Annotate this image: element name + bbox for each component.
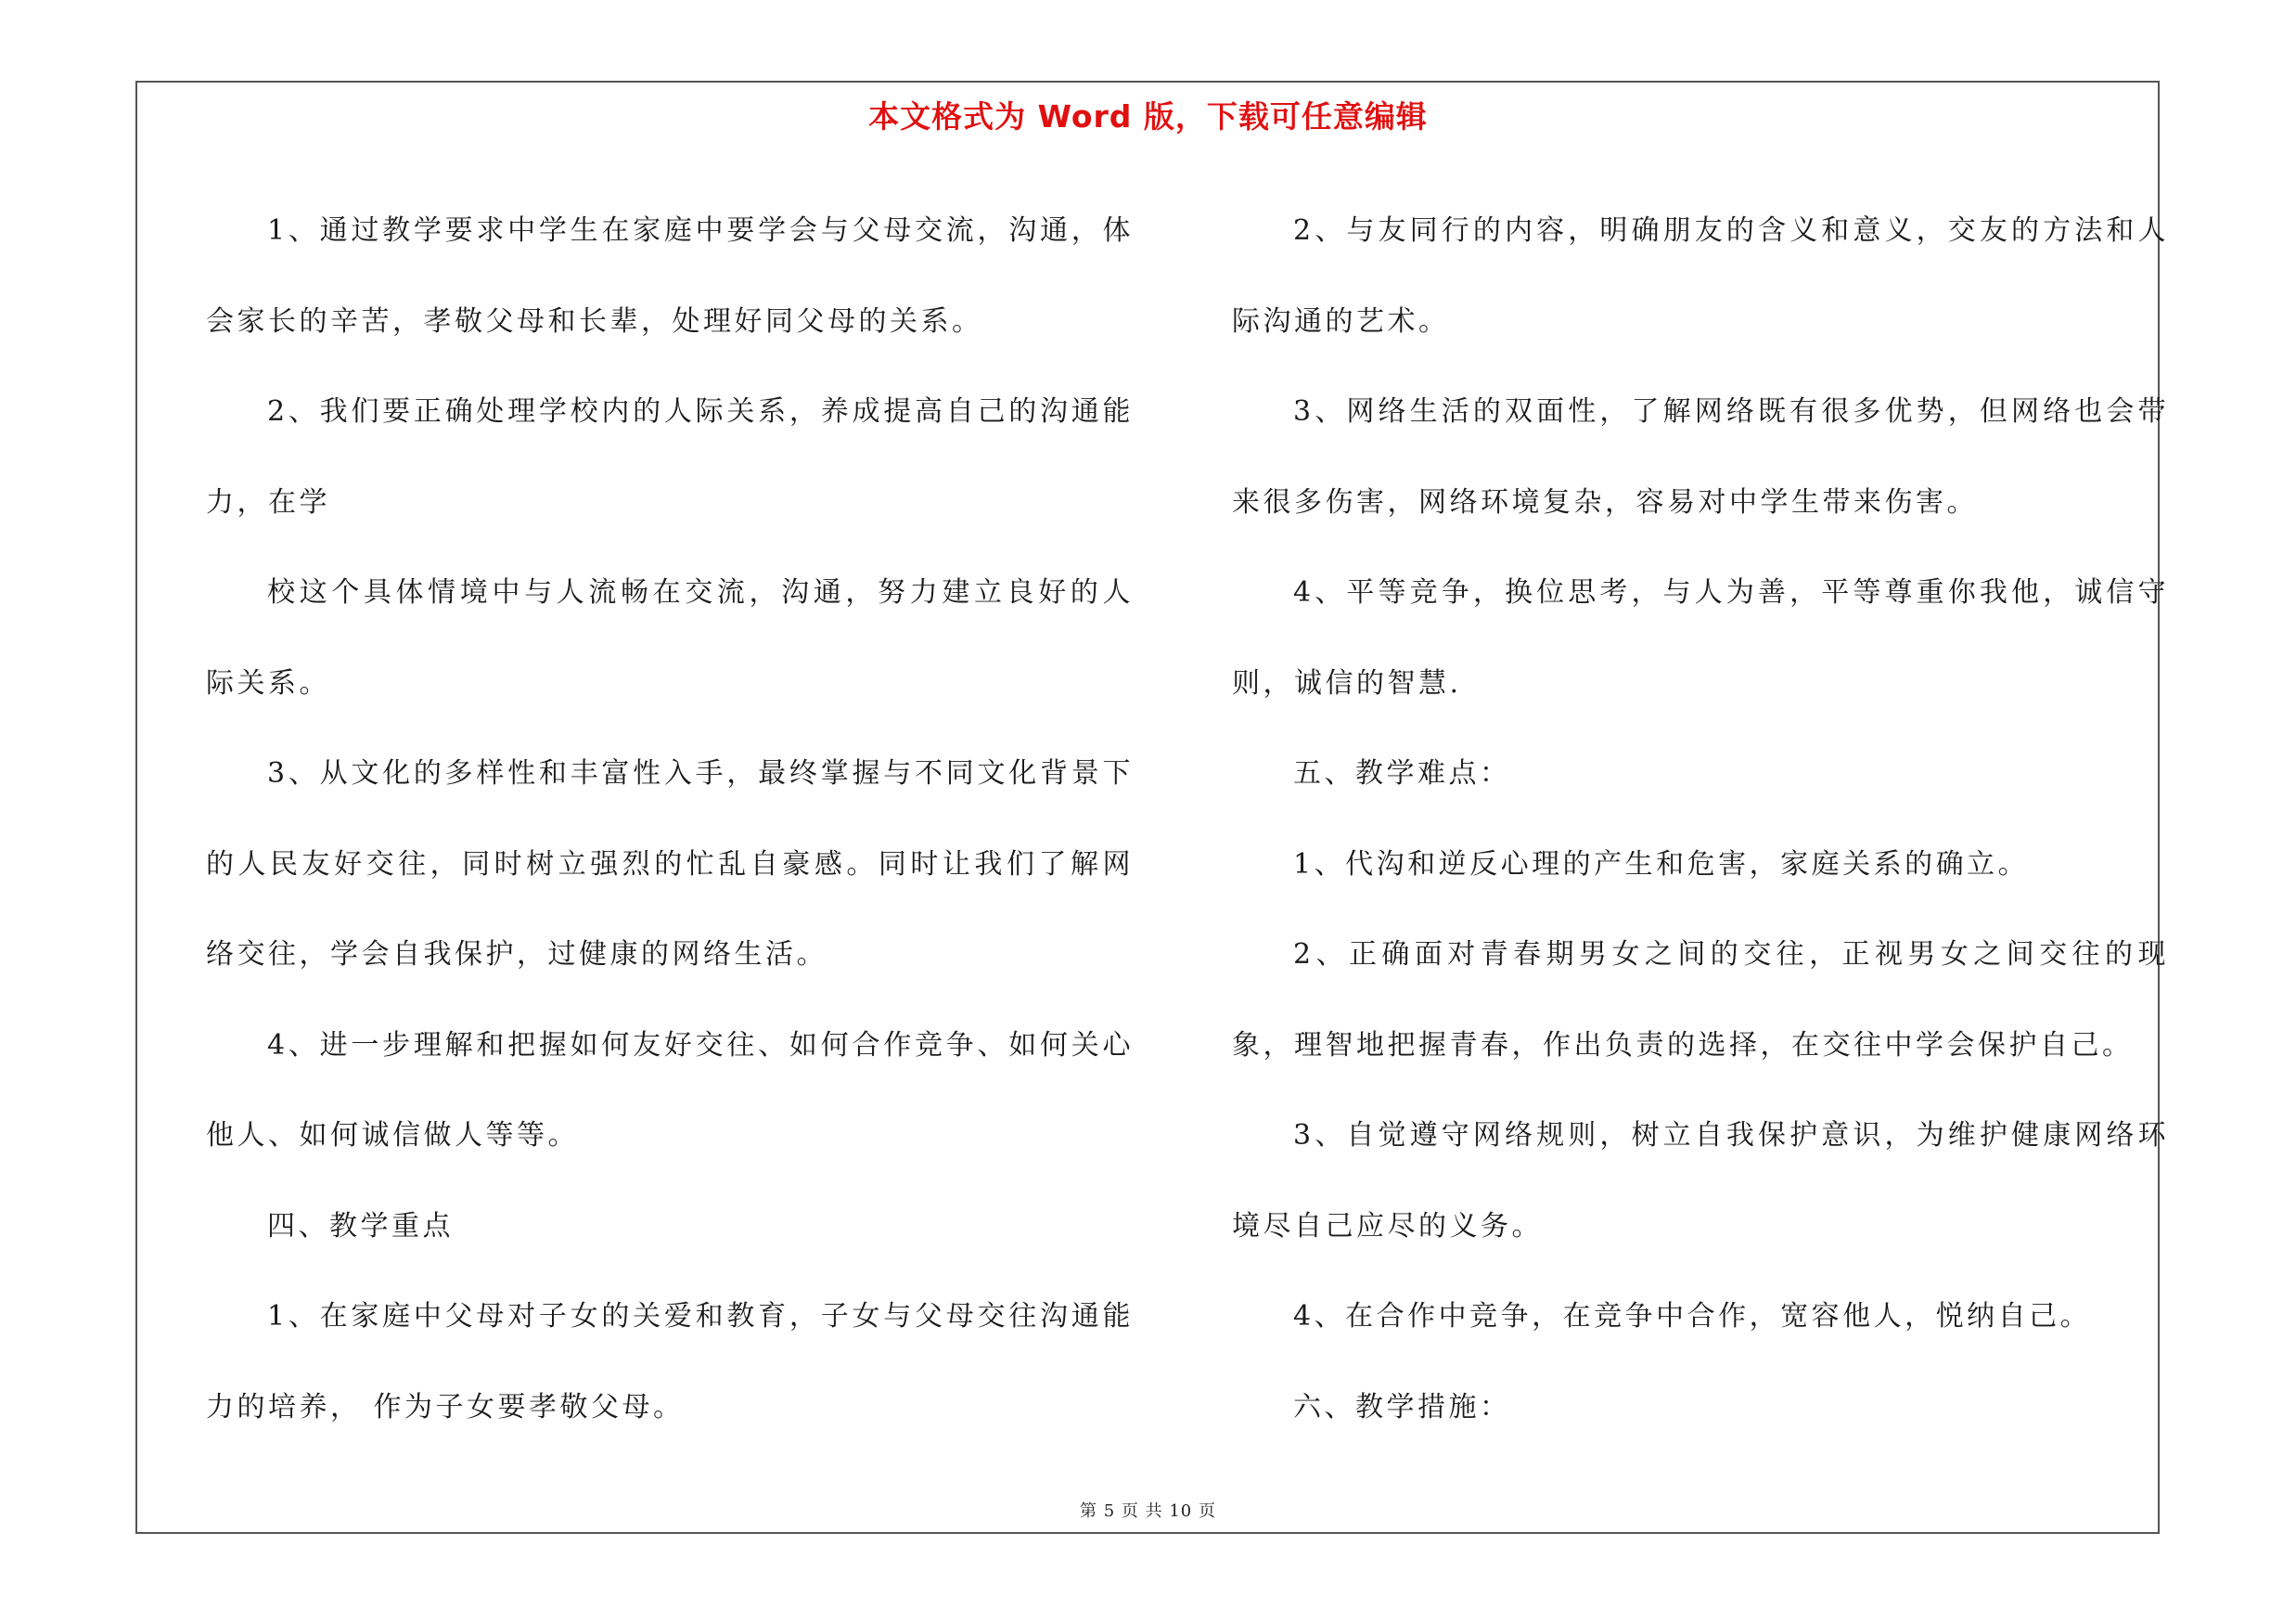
- section-heading: 六、教学措施：: [1293, 1390, 1511, 1423]
- right-text-column: [1232, 186, 2169, 1452]
- section-heading: 五、教学难点：: [1293, 757, 1511, 790]
- paragraph: 2、正确面对青春期男女之间的交往，正视男女之间交往的现象，理智地把握青春，作出负责的选择，在交往中学会保护自己。: [1232, 938, 2169, 1062]
- paragraph: 3、从文化的多样性和丰富性入手，最终掌握与不同文化背景下的人民友好交往，同时树立强烈的忙乱自豪感。同时让我们了解网络交往，学会自我保护，过健康的网络生活。: [206, 757, 1134, 971]
- paragraph: 4、平等竞争，换位思考，与人为善，平等尊重你我他，诚信守则，诚信的智慧.: [1232, 576, 2169, 700]
- paragraph: 1、通过教学要求中学生在家庭中要学会与父母交流，沟通，体会家长的辛苦，孝敬父母和长辈，处理好同父母的关系。: [206, 214, 1134, 338]
- paragraph: 4、进一步理解和把握如何友好交往、如何合作竞争、如何关心他人、如何诚信做人等等。: [206, 1028, 1134, 1152]
- section-heading: 四、教学重点: [267, 1209, 454, 1243]
- paragraph: 2、我们要正确处理学校内的人际关系，养成提高自己的沟通能力，在学: [206, 395, 1134, 519]
- paragraph: 4、在合作中竞争，在竞争中合作，宽容他人，悦纳自己。: [1293, 1300, 2092, 1333]
- left-text-column: [206, 186, 1134, 1452]
- paragraph: 2、与友同行的内容，明确朋友的含义和意义，交友的方法和人际沟通的艺术。: [1232, 214, 2169, 338]
- page-number-footer: 第 5 页 共 10 页: [1080, 1501, 1216, 1521]
- paragraph: 3、自觉遵守网络规则，树立自我保护意识，为维护健康网络环境尽自己应尽的义务。: [1232, 1119, 2169, 1243]
- paragraph: 1、代沟和逆反心理的产生和危害，家庭关系的确立。: [1293, 847, 2030, 881]
- paragraph: 校这个具体情境中与人流畅在交流，沟通，努力建立良好的人际关系。: [206, 576, 1134, 700]
- paragraph: 3、网络生活的双面性，了解网络既有很多优势，但网络也会带来很多伤害，网络环境复杂，容易对中学生带来伤害。: [1232, 395, 2169, 519]
- paragraph: 1、在家庭中父母对子女的关爱和教育，子女与父母交往沟通能力的培养， 作为子女要孝敬父母。: [206, 1300, 1134, 1423]
- format-notice-banner: 本文格式为 Word 版，下载可任意编辑: [868, 98, 1428, 135]
